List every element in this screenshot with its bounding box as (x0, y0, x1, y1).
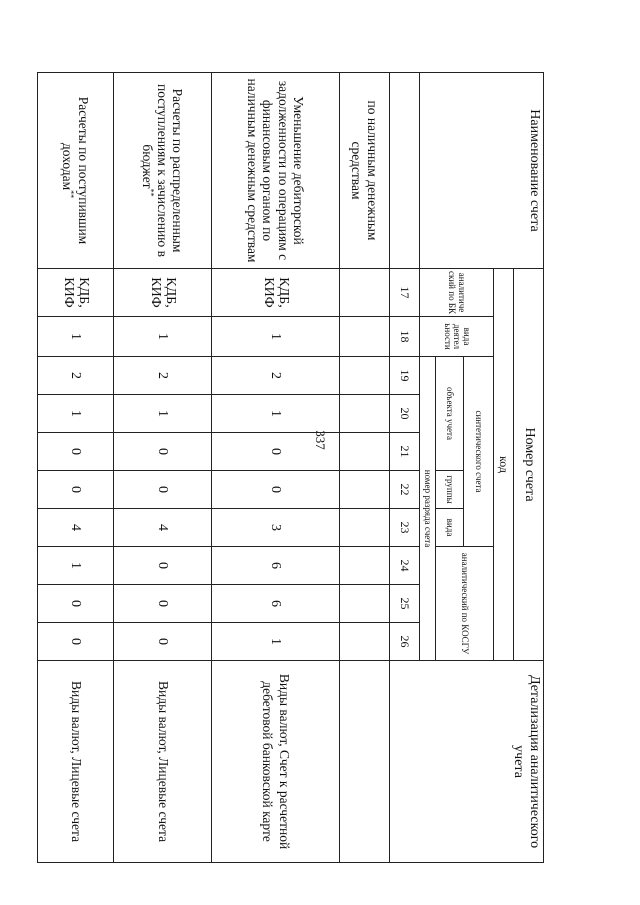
value-cell (340, 547, 390, 585)
header-name-blank (390, 73, 420, 269)
header-account-name: Наименование счета (420, 73, 544, 269)
value-cell: 0 (38, 433, 114, 471)
value-cell (340, 585, 390, 623)
table-row (38, 73, 114, 863)
column-number: 22 (390, 471, 420, 509)
value-cell: 3 (212, 509, 340, 547)
column-number: 26 (390, 623, 420, 661)
table-row (340, 73, 390, 863)
value-cell: 1 (114, 317, 212, 357)
value-cell: 0 (212, 433, 340, 471)
header-detail: Детализация аналитического учета (390, 661, 544, 863)
column-number: 18 (390, 317, 420, 357)
value-cell: 4 (114, 509, 212, 547)
value-cell: 0 (114, 585, 212, 623)
value-cell: 6 (212, 547, 340, 585)
detail-cell: Виды валют, Счет к расчетной дебетовой банковской карте (212, 661, 340, 863)
header-analytical-kosgu: аналитический по КОСГУ (436, 547, 494, 661)
header-activity-type: вида деятел ьности (420, 317, 494, 357)
column-number: 23 (390, 509, 420, 547)
detail-cell: Виды валют, Лицевые счета (38, 661, 114, 863)
header-analytical-bk: аналитиче ский по БК (420, 269, 494, 317)
value-cell (340, 269, 390, 317)
header-account-number: Номер счета (514, 269, 544, 661)
value-cell (340, 623, 390, 661)
value-cell: 2 (114, 357, 212, 395)
value-cell: 0 (114, 547, 212, 585)
value-cell (340, 471, 390, 509)
value-cell: 2 (212, 357, 340, 395)
column-number: 20 (390, 395, 420, 433)
value-cell: КДБ, КИФ (38, 269, 114, 317)
header-digit-number: номер разряда счета (420, 357, 436, 661)
value-cell: 0 (38, 585, 114, 623)
value-cell: 1 (212, 395, 340, 433)
account-name-cell: Расчеты по поступившим доходам** (38, 73, 114, 269)
value-cell (340, 317, 390, 357)
value-cell (340, 395, 390, 433)
header-synthetic: синтетического счета (464, 357, 494, 547)
value-cell: 6 (212, 585, 340, 623)
value-cell (340, 433, 390, 471)
account-name-cell: по наличным денежным средствам (340, 73, 390, 269)
table-row (114, 73, 212, 863)
header-kind: вида (436, 509, 464, 547)
value-cell: 1 (38, 395, 114, 433)
value-cell: 1 (38, 547, 114, 585)
detail-cell (340, 661, 390, 863)
column-number: 24 (390, 547, 420, 585)
value-cell: 0 (212, 471, 340, 509)
value-cell: 4 (38, 509, 114, 547)
value-cell: 1 (212, 317, 340, 357)
value-cell: 0 (38, 471, 114, 509)
value-cell: 0 (114, 471, 212, 509)
value-cell: 0 (114, 623, 212, 661)
value-cell: 1 (114, 395, 212, 433)
account-table (37, 72, 544, 863)
value-cell: 1 (38, 317, 114, 357)
column-number: 25 (390, 585, 420, 623)
page-number: 337 (313, 430, 328, 450)
header-accounting-object: объекта учета (436, 357, 464, 471)
rotated-page (60, 72, 544, 862)
value-cell: 0 (38, 623, 114, 661)
value-cell (340, 357, 390, 395)
value-cell: 1 (212, 623, 340, 661)
header-code: код (494, 269, 514, 661)
account-name-cell: Уменьшение дебиторской задолженности по операциям с финансовым органом по наличным денежным средствам (212, 73, 340, 269)
table-row (212, 73, 340, 863)
value-cell: КДБ, КИФ (114, 269, 212, 317)
header-group: группы (436, 471, 464, 509)
value-cell: 2 (38, 357, 114, 395)
detail-cell: Виды валют, Лицевые счета (114, 661, 212, 863)
column-number: 17 (390, 269, 420, 317)
column-number: 21 (390, 433, 420, 471)
value-cell: 0 (114, 433, 212, 471)
value-cell (340, 509, 390, 547)
account-name-cell: Расчеты по распределенным поступлениям к зачислению в бюджет** (114, 73, 212, 269)
column-number: 19 (390, 357, 420, 395)
value-cell: КДБ, КИФ (212, 269, 340, 317)
